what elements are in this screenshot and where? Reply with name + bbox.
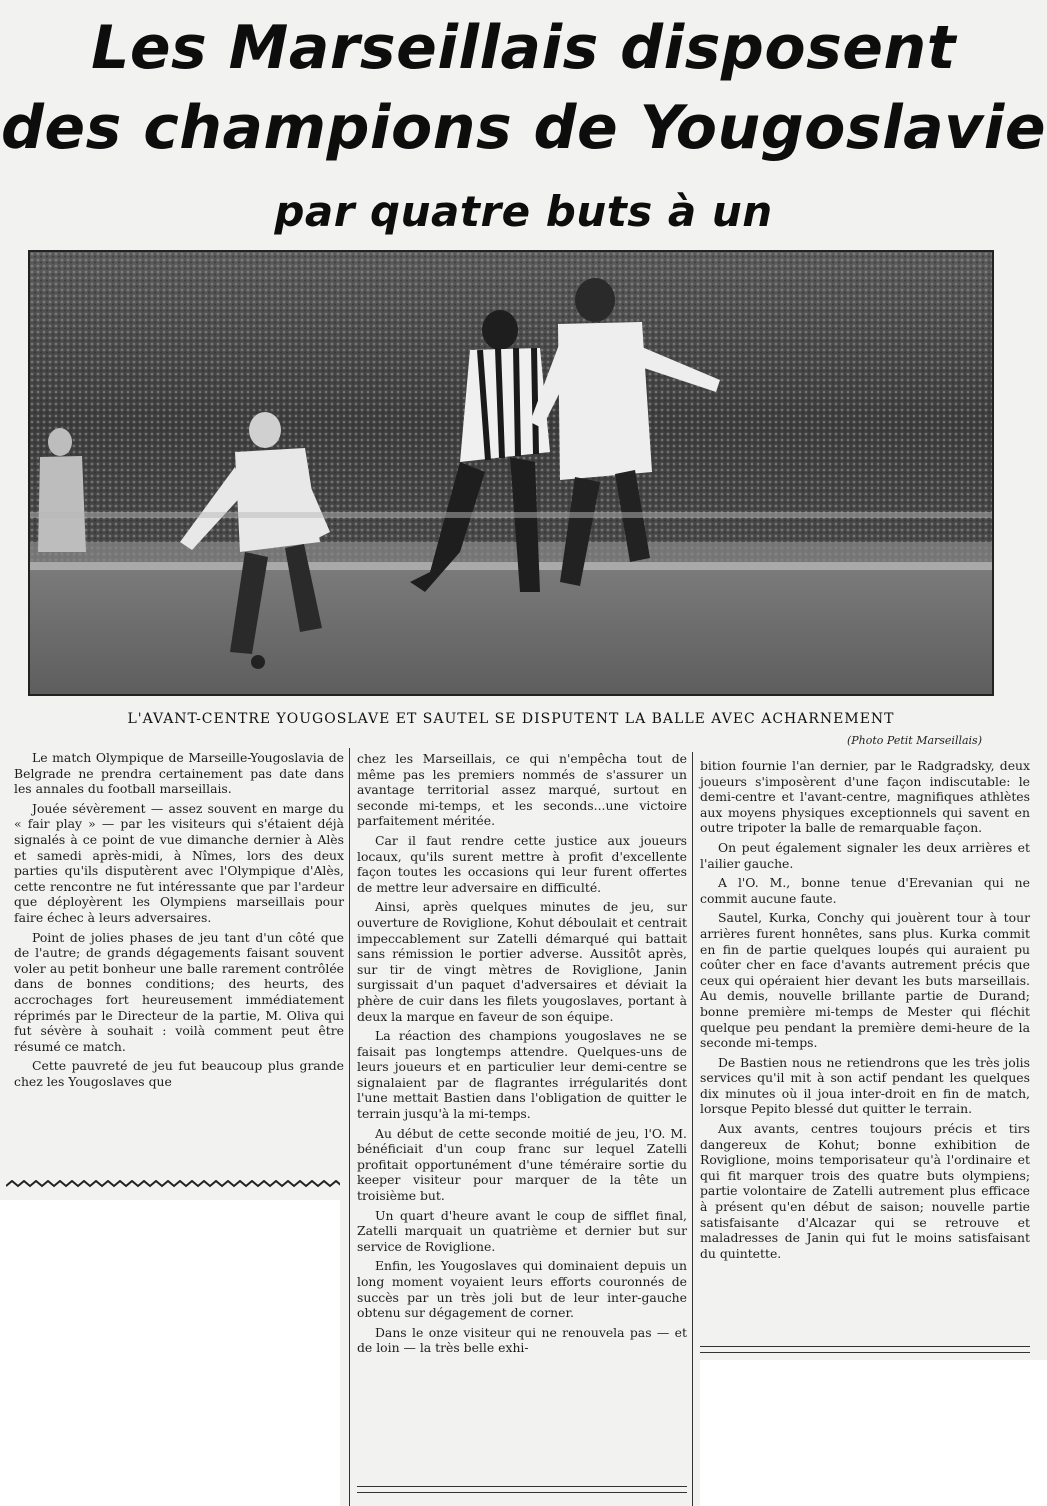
paragraph: On peut également signaler les deux arrières et l'ailier gauche. — [700, 839, 1030, 871]
paragraph: Point de jolies phases de jeu tant d'un côté que de l'autre; de grands dégagements faisant souvent voler au petit bonheur une balle rarement contrôlée dans de bonnes conditions; des heurts, des accrochages fort heureusement immédiatement réprimés par le Directeur de la partie, M. Oliva qui fut sévère à souhait : voilà comment peut être résumé ce match. — [14, 929, 344, 1054]
paragraph: Jouée sévèrement — assez souvent en marge du « fair play » — par les visiteurs qui s'étaient déjà signalés à ce point de vue dimanche dernier à Alès et samedi après-midi, à Nîmes, lors des deux parties qu'ils disputèrent avec l'Olympique d'Alès, cette rencontre ne fut intéressante que par l'ardeur que déployèrent les Olympiens marseillais pour faire échec à leurs adversaires. — [14, 800, 344, 925]
article-column-3 — [700, 758, 1030, 1265]
blank-margin-right — [700, 1360, 1047, 1506]
headline-line-2: des champions de Yougoslavie — [0, 93, 1047, 163]
paragraph: Un quart d'heure avant le coup de sifflet final, Zatelli marquait un quatrième et dernier but sur service de Roviglione. — [357, 1207, 687, 1254]
match-photograph — [28, 250, 994, 696]
double-rule-col2 — [357, 1486, 687, 1493]
paragraph: Sautel, Kurka, Conchy qui jouèrent tour à tour arrières furent honnêtes, sans plus. Kurka commit en fin de partie quelques loupés qui auraient pu coûter cher en face d'avants autrement précis que ceux qui opéraient hier devant les buts marseillais. Au demis, nouvelle brillante partie de Durand; bonne première mi-temps de Mester qui fléchit quelque peu pendant la première demi-heure de la seconde mi-temps. — [700, 910, 1030, 1051]
paragraph: Au début de cette seconde moitié de jeu, l'O. M. bénéficiait d'un coup franc sur lequel Zatelli profitait opportunément d'une téméraire sortie du keeper visiteur pour marquer de la tête un troisième but. — [357, 1125, 687, 1204]
column-rule-2 — [692, 752, 693, 1506]
wavy-rule-col1 — [6, 1180, 340, 1192]
photo-credit: (Photo Petit Marseillais) — [846, 734, 982, 747]
paragraph: Car il faut rendre cette justice aux joueurs locaux, qu'ils surent mettre à profit d'excellente façon toutes les occasions qui leur furent offertes de mettre leur adversaire en difficulté. — [357, 832, 687, 895]
headline-line-1: Les Marseillais disposent — [91, 13, 956, 83]
article-column-2 — [357, 751, 687, 1360]
paragraph: Le match Olympique de Marseille-Yougoslavia de Belgrade ne prendra certainement pas date dans les annales du football marseillais. — [14, 750, 344, 797]
double-rule-col3 — [700, 1346, 1030, 1353]
paragraph: La réaction des champions yougoslaves ne se faisait pas longtemps attendre. Quelques-uns de leurs joueurs et en particulier leur demi-centre se signalaient par de flagrantes irrégularités dont l'une mettait Bastien dans l'obligation de quitter le terrain jusqu'à la mi-temps. — [357, 1028, 687, 1122]
blank-margin-left — [0, 1200, 340, 1506]
paragraph: Cette pauvreté de jeu fut beaucoup plus grande chez les Yougoslaves que — [14, 1058, 344, 1089]
paragraph: Ainsi, après quelques minutes de jeu, sur ouverture de Roviglione, Kohut déboulait et centrait impeccablement sur Zatelli démarqué qui battait sans rémission le portier adverse. Aussitôt après, sur tir de vingt mètres de Roviglione, Janin surgissait d'un paquet d'adversaires et déviait la phère de cuir dans les filets yougoslaves, portant à deux la marque en faveur de son équipe. — [357, 899, 687, 1024]
paragraph: bition fournie l'an dernier, par le Radgradsky, deux joueurs s'imposèrent d'une façon indiscutable: le demi-centre et l'avant-centre, magnifiques athlètes aux moyens physiques exceptionnels qui savent en outre tripoter la balle de remarquable façon. — [700, 758, 1030, 836]
column-rule-1 — [349, 748, 350, 1506]
paragraph: Aux avants, centres toujours précis et tirs dangereux de Kohut; bonne exhibition de Roviglione, moins temporisateur qu'à l'ordinaire et qui fit marquer trois des quatre buts olympiens; partie volontaire de Zatelli autrement plus efficace à présent qu'en début de saison; nouvelle partie satisfaisante d'Alcazar qui se retrouve et maladresses de Janin qui fut le moins satisfaisant du quintette. — [700, 1121, 1030, 1261]
paragraph: Dans le onze visiteur qui ne renouvela pas — et de loin — la très belle exhi- — [357, 1324, 687, 1356]
paragraph: Enfin, les Yougoslaves qui dominaient depuis un long moment voyaient leurs efforts couronnés de succès par un très joli but de leur inter-gauche obtenu sur dégagement de corner. — [357, 1258, 687, 1321]
paragraph: A l'O. M., bonne tenue d'Erevanian qui ne commit aucune faute. — [700, 875, 1030, 906]
headline-subtitle: par quatre buts à un — [274, 187, 773, 236]
paragraph: chez les Marseillais, ce qui n'empêcha tout de même pas les premiers nommés de s'assurer un avantage territorial assez marqué, surtout en seconde mi-temps, et les seconds...une victoire parfaitement méritée. — [357, 751, 687, 829]
photo-caption: L'AVANT-CENTRE YOUGOSLAVE ET SAUTEL SE DISPUTENT LA BALLE AVEC ACHARNEMENT — [127, 711, 895, 727]
article-column-1 — [14, 750, 344, 1093]
paragraph: De Bastien nous ne retiendrons que les très jolis services qu'il mit à son actif pendant les quelques dix minutes où il joua inter-droit en fin de match, lorsque Pepito blessé dut quitter le terrain. — [700, 1054, 1030, 1117]
